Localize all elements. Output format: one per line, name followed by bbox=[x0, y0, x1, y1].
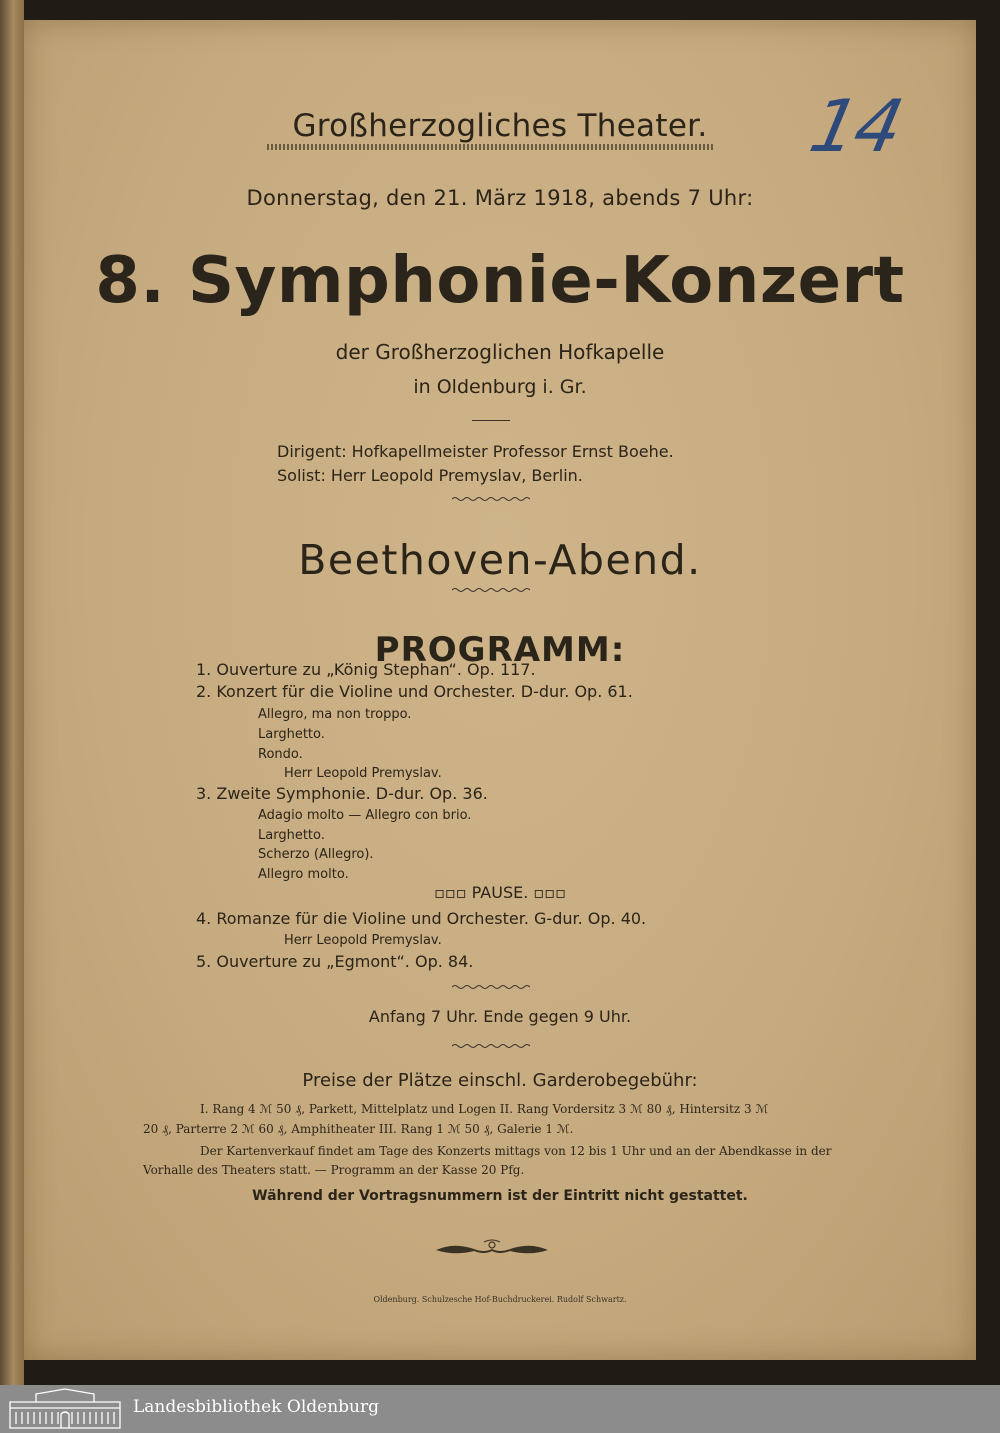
movement: Larghetto. bbox=[258, 727, 325, 742]
orchestra-line: der Großherzoglichen Hofkapelle bbox=[335, 340, 665, 364]
concert-title: 8. Symphonie-Konzert bbox=[95, 244, 905, 318]
place-line: in Oldenburg i. Gr. bbox=[413, 376, 587, 398]
movement: Rondo. bbox=[258, 747, 303, 762]
conductor-line: Dirigent: Hofkapellmeister Professor Ernst Boehe. bbox=[277, 442, 674, 461]
wavy-divider bbox=[452, 496, 530, 502]
handwritten-page-number: 14 bbox=[803, 84, 909, 168]
program-item-5: 5. Ouverture zu „Egmont“. Op. 84. bbox=[196, 952, 474, 971]
movement: Adagio molto — Allegro con brio. bbox=[258, 808, 472, 823]
prices-line: 20 ₰, Parterre 2 ℳ 60 ₰, Amphitheater III. Rang 1 ℳ 50 ₰, Galerie 1 ℳ. bbox=[143, 1122, 574, 1136]
program-heading: PROGRAMM: bbox=[374, 630, 626, 670]
divider bbox=[472, 420, 510, 421]
theater-name: Großherzogliches Theater. bbox=[292, 108, 708, 144]
sales-line: Vorhalle des Theaters statt. — Programm an der Kasse 20 Pfg. bbox=[143, 1163, 525, 1177]
entry-notice: Während der Vortragsnummern ist der Eintritt nicht gestattet. bbox=[252, 1188, 748, 1204]
movement: Scherzo (Allegro). bbox=[258, 847, 374, 862]
pause-label: ▫▫▫ PAUSE. ▫▫▫ bbox=[434, 883, 566, 902]
program-item-2: 2. Konzert für die Violine und Orchester. D-dur. Op. 61. bbox=[196, 682, 633, 701]
library-building-icon bbox=[6, 1388, 124, 1430]
library-footer-bar bbox=[0, 1385, 1000, 1433]
decorative-rule bbox=[267, 144, 713, 150]
prices-heading: Preise der Plätze einschl. Garderobegebühr: bbox=[302, 1070, 698, 1091]
program-item-3: 3. Zweite Symphonie. D-dur. Op. 36. bbox=[196, 784, 488, 803]
soloist-note: Herr Leopold Premyslav. bbox=[284, 933, 442, 948]
movement: Larghetto. bbox=[258, 828, 325, 843]
printer-imprint: Oldenburg. Schulzesche Hof-Buchdruckerei. Rudolf Schwartz. bbox=[373, 1295, 627, 1304]
soloist-note: Herr Leopold Premyslav. bbox=[284, 766, 442, 781]
program-item-1: 1. Ouverture zu „König Stephan“. Op. 117. bbox=[196, 660, 536, 679]
prices-line: I. Rang 4 ℳ 50 ₰, Parkett, Mittelplatz und Logen II. Rang Vordersitz 3 ℳ 80 ₰, Hintersitz 3 ℳ bbox=[200, 1102, 769, 1116]
soloist-line: Solist: Herr Leopold Premyslav, Berlin. bbox=[277, 466, 583, 485]
library-name: Landesbibliothek Oldenburg bbox=[133, 1397, 380, 1417]
evening-title: Beethoven-Abend. bbox=[298, 536, 702, 584]
program-page bbox=[24, 20, 976, 1360]
wavy-divider bbox=[452, 984, 530, 990]
ornament-icon bbox=[434, 1238, 550, 1260]
sales-line: Der Kartenverkauf findet am Tage des Konzerts mittags von 12 bis 1 Uhr und an der Abendkasse in der bbox=[200, 1144, 832, 1158]
date-line: Donnerstag, den 21. März 1918, abends 7 Uhr: bbox=[246, 186, 754, 210]
book-spine bbox=[0, 0, 24, 1385]
movement: Allegro molto. bbox=[258, 867, 349, 882]
times-line: Anfang 7 Uhr. Ende gegen 9 Uhr. bbox=[368, 1007, 632, 1026]
wavy-divider bbox=[452, 587, 530, 593]
wavy-divider bbox=[452, 1043, 530, 1049]
program-item-4: 4. Romanze für die Violine und Orchester. G-dur. Op. 40. bbox=[196, 909, 647, 928]
movement: Allegro, ma non troppo. bbox=[258, 707, 412, 722]
